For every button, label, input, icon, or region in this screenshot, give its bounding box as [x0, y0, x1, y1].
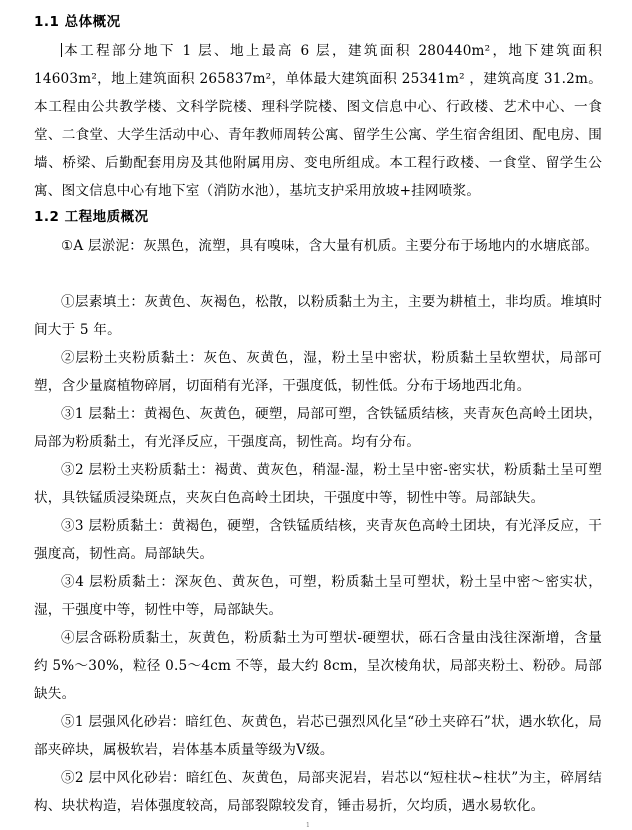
section-heading-overview: 1.1 总体概况	[34, 14, 121, 30]
geology-item-3: ②层粉土夹粉质黏土：灰色、灰黄色，湿，粉土呈中密状，粉质黏土呈软塑状，局部可塑，含少量腐植物碎屑，切面稍有光泽，干强度低，韧性低。分布于场地西北角。	[34, 350, 602, 394]
geology-item-7: ③4 层粉质黏土：深灰色、黄灰色，可塑，粉质黏土呈可塑状，粉土呈中密～密实状，湿，干强度中等，韧性中等，局部缺失。	[34, 574, 602, 618]
geology-item-2: ①层素填土：灰黄色、灰褐色，松散，以粉质黏土为主，主要为耕植土，非均质。堆填时间大于 5 年。	[34, 294, 602, 338]
geology-item-9: ⑤1 层强风化砂岩：暗红色、灰黄色，岩芯已强烈风化呈“砂土夹碎石”状，遇水软化，局部夹碎块，属极软岩，岩体基本质量等级为Ⅴ级。	[34, 714, 602, 758]
geology-item-8: ④层含砾粉质黏土，灰黄色，粉质黏土为可塑状-硬塑状，砾石含量由浅往深渐增，含量约 5%～30%，粒径 0.5～4cm 不等，最大约 8cm，呈次棱角状，局部夹粉土、粉砂。局部缺失。	[34, 630, 602, 702]
section-heading-geology: 1.2 工程地质概况	[34, 209, 149, 225]
geology-item-6: ③3 层粉质黏土：黄褐色，硬塑，含铁锰质结核，夹青灰色高岭土团块，有光泽反应，干强度高，韧性高。局部缺失。	[34, 518, 602, 562]
overview-text: 本工程部分地下 1 层、地上最高 6 层，建筑面积 280440m²，地下建筑面积 14603m²，地上建筑面积 265837m²，单体最大建筑面积 25341m² ，建筑高度 31.2m。本工程由公共教学楼、文科学院楼、理科学院楼、图文信息中心、行政楼、艺术中心、一食堂、二食堂、大学生活动中心、青年教师周转公寓、留学生公寓、学生宿舍组团、配电房、围墙、桥梁、后勤配套用房及其他附属用房、变电所组成。本工程行政楼、一食堂、留学生公寓、图文信息中心有地下室（消防水池），基坑支护采用放坡+挂网喷浆。	[34, 43, 602, 199]
geology-item-1: ①A 层淤泥：灰黑色，流塑，具有嗅味，含大量有机质。主要分布于场地内的水塘底部。	[61, 238, 599, 254]
geology-item-5: ③2 层粉土夹粉质黏土：褐黄、黄灰色，稍湿-湿，粉土呈中密-密实状，粉质黏土呈可塑状，具铁锰质浸染斑点，夹灰白色高岭土团块，干强度中等，韧性中等。局部缺失。	[34, 462, 602, 506]
overview-paragraph	[34, 37, 602, 205]
geology-item-4: ③1 层黏土：黄褐色、灰黄色，硬塑，局部可塑，含铁锰质结核，夹青灰色高岭土团块，局部为粉质黏土，有光泽反应，干强度高，韧性高。均有分布。	[34, 406, 602, 450]
geology-item-10: ⑤2 层中风化砂岩：暗红色、灰黄色，局部夹泥岩，岩芯以“短柱状~柱状”为主，碎屑结构、块状构造，岩体强度较高，局部裂隙较发育，锤击易折，欠均质，遇水易软化。	[34, 770, 602, 814]
page-number: 1	[306, 822, 310, 829]
